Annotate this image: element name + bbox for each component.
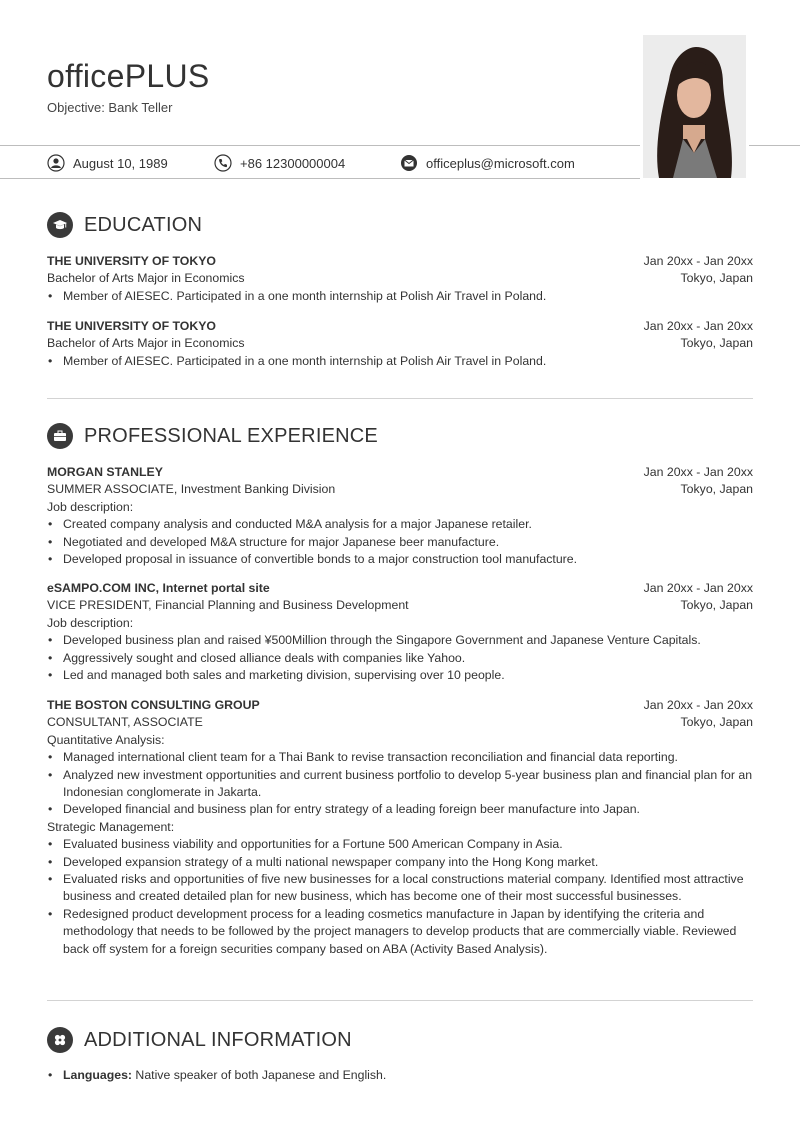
job-bullet: • Developed expansion strategy of a multi national newspaper company into the Hong Kong market. [47,854,753,871]
job-bullet: • Evaluated risks and opportunities of five new businesses for a local constructions material company. Identified most attractive business and created detailed plan for new business, which has become one of their most successful businesses. [47,871,753,906]
job-bullet: • Negotiated and developed M&A structure for major Japanese beer manufacture. [47,534,753,551]
info-cluster-icon [47,1027,73,1053]
phone-text: +86 12300000004 [240,155,346,171]
job-entry [47,464,753,568]
additional-heading [47,1027,352,1053]
education-location: Tokyo, Japan [680,271,753,286]
resume-objective: Objective: Bank Teller [47,100,173,115]
job-role: CONSULTANT, ASSOCIATE [47,715,203,730]
birthday-text: August 10, 1989 [73,155,168,171]
graduation-cap-icon [47,212,73,238]
education-bullet: • Member of AIESEC. Participated in a one month internship at Polish Air Travel in Poland. [47,288,753,305]
job-bullet: • Redesigned product development process for a leading cosmetics manufacture in Japan by identifying the criteria and methodology that needs to be followed by the project managers to develop products that are commercially viable. Reviewed back off system for a foreign securities company based on ABA (Activity Based Analysis). [47,906,753,958]
job-bullet: • Analyzed new investment opportunities and current business portfolio to develop 5-year business plan and financial plan for an Indonesian conglomerate in Jakarta. [47,767,753,802]
languages-entry [47,1067,753,1084]
section-divider [47,398,753,399]
company-name: eSAMPO.COM INC, Internet portal site [47,581,270,595]
job-location: Tokyo, Japan [680,715,753,730]
job-bullet: • Aggressively sought and closed alliance deals with companies like Yahoo. [47,650,753,667]
job-bullet: • Created company analysis and conducted M&A analysis for a major Japanese retailer. [47,516,753,533]
job-entry [47,697,753,958]
education-dates: Jan 20xx - Jan 20xx [643,319,753,333]
briefcase-icon [47,423,73,449]
job-dates: Jan 20xx - Jan 20xx [643,581,753,595]
job-label: Strategic Management: [47,819,175,834]
resume-name: officePLUS [47,58,210,94]
company-name: MORGAN STANLEY [47,465,163,479]
profile-photo [643,35,746,178]
experience-title: PROFESSIONAL EXPERIENCE [84,424,378,447]
company-name: THE BOSTON CONSULTING GROUP [47,698,260,712]
email-icon [400,154,418,172]
contact-right-line [749,145,800,146]
contact-phone [214,154,345,172]
education-title: EDUCATION [84,213,203,236]
languages-value: Native speaker of both Japanese and English. [132,1068,387,1082]
education-location: Tokyo, Japan [680,336,753,351]
job-label: Job description: [47,499,134,514]
job-location: Tokyo, Japan [680,482,753,497]
job-role: SUMMER ASSOCIATE, Investment Banking Division [47,482,336,497]
email-text: officeplus@microsoft.com [426,155,575,171]
job-bullet: • Developed proposal in issuance of convertible bonds to a major construction tool manufacture. [47,551,753,568]
job-bullet: • Evaluated business viability and opportunities for a Fortune 500 American Company in Asia. [47,836,753,853]
job-dates: Jan 20xx - Jan 20xx [643,698,753,712]
additional-title: ADDITIONAL INFORMATION [84,1028,352,1051]
job-entry [47,580,753,684]
job-bullet: • Developed business plan and raised ¥500Million through the Singapore Government and Japanese Venture Capitals. [47,632,753,649]
contact-birthday [47,154,168,172]
person-icon [47,154,65,172]
degree: Bachelor of Arts Major in Economics [47,336,245,351]
job-location: Tokyo, Japan [680,598,753,613]
job-dates: Jan 20xx - Jan 20xx [643,465,753,479]
section-divider [47,1000,753,1001]
degree: Bachelor of Arts Major in Economics [47,271,245,286]
contact-top-line [0,145,640,146]
job-bullet: • Developed financial and business plan for entry strategy of a leading foreign beer manufacture into Japan. [47,801,753,818]
experience-heading [47,423,378,449]
school-name: THE UNIVERSITY OF TOKYO [47,319,216,333]
contact-bottom-line [0,178,640,179]
job-label: Quantitative Analysis: [47,732,165,747]
education-dates: Jan 20xx - Jan 20xx [643,254,753,268]
languages-label: Languages: [63,1068,133,1082]
job-bullet: • Managed international client team for a Thai Bank to revise transaction reconciliation and financial data reporting. [47,749,753,766]
school-name: THE UNIVERSITY OF TOKYO [47,254,216,268]
job-bullet: • Led and managed both sales and marketing division, supervising over 10 people. [47,667,753,684]
job-label: Job description: [47,615,134,630]
education-entry [47,253,753,305]
languages-item [47,1067,753,1084]
contact-email [400,154,575,172]
phone-icon [214,154,232,172]
education-heading [47,212,202,238]
job-role: VICE PRESIDENT, Financial Planning and Business Development [47,598,409,613]
education-bullet: • Member of AIESEC. Participated in a one month internship at Polish Air Travel in Poland. [47,353,753,370]
education-entry [47,318,753,370]
